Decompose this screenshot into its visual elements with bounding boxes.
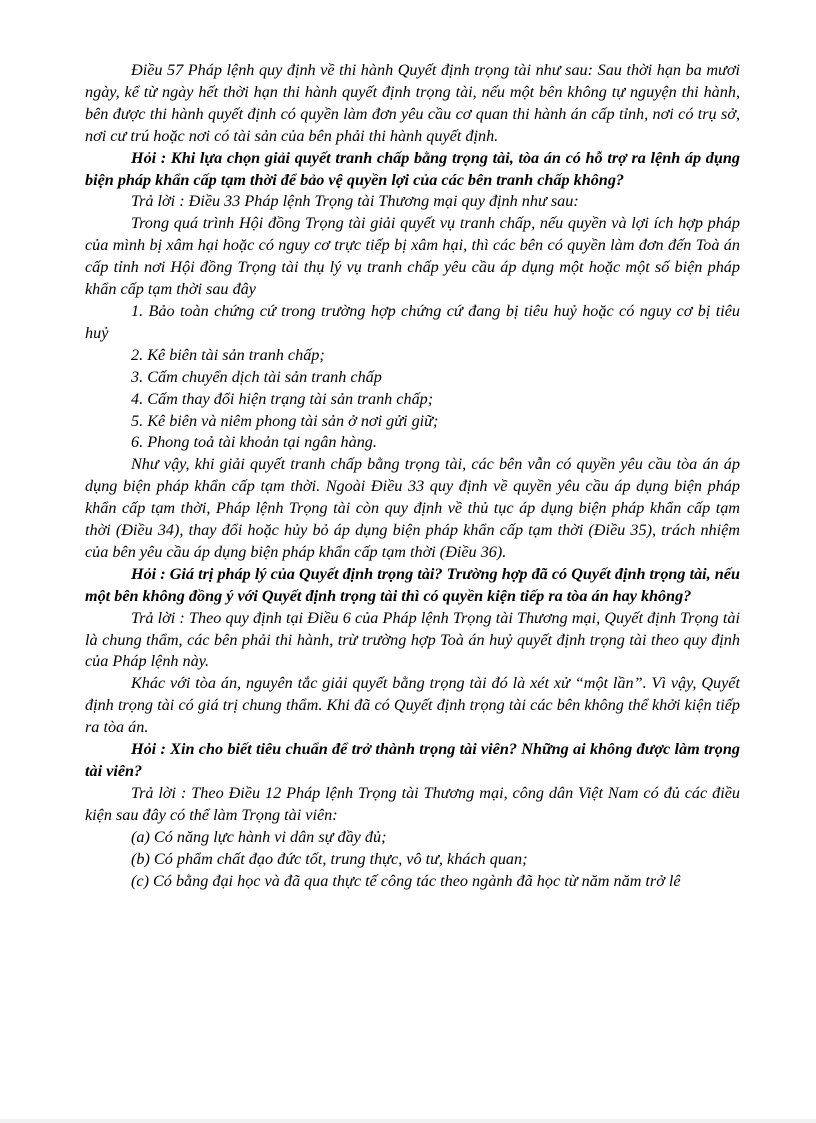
answer-article-33-intro: Trả lời : Điều 33 Pháp lệnh Trọng tài Thương mại quy định như sau: (131, 192, 579, 211)
criteria-item-c: (c) Có bằng đại học và đã qua thực tế công tác theo ngành đã học từ năm năm trở lê (131, 871, 681, 890)
list-item-2: 2. Kê biên tài sản tranh chấp; (131, 345, 325, 364)
list-item-4: 4. Cấm thay đổi hiện trạng tài sản tranh chấp; (131, 389, 434, 408)
paragraph-conclusion-interim: Như vậy, khi giải quyết tranh chấp bằng trọng tài, các bên vẫn có quyền yêu cầu tòa án áp dụng biện pháp khẩn cấp tạm thời. Ngoài Điều 33 quy định về quyền yêu cầu áp dụng biện pháp khẩn cấp tạm thời, Pháp lệnh Trọng tài còn quy định về thủ tục áp dụng biện pháp khẩn cấp tạm thời (Điều 34), thay đổi hoặc hủy bỏ áp dụng biện pháp khẩn cấp tạm thời (Điều 35), trách nhiệm của bên yêu cầu áp dụng biện pháp khẩn cấp tạm thời (Điều 36). (85, 455, 740, 561)
page-bottom-edge (0, 1119, 816, 1123)
question-interim-measures: Hỏi : Khi lựa chọn giải quyết tranh chấp bằng trọng tài, tòa án có hỗ trợ ra lệnh áp dụng biện pháp khẩn cấp tạm thời để bảo vệ quyền lợi của các bên tranh chấp không? (85, 148, 740, 189)
paragraph-article-57: Điều 57 Pháp lệnh quy định về thi hành Quyết định trọng tài như sau: Sau thời hạn ba mươi ngày, kể từ ngày hết thời hạn thi hành quyết định trọng tài, nếu một bên không tự nguyện thi hành, bên được thi hành quyết định có quyền làm đơn yêu cầu cơ quan thi hành án cấp tỉnh, nơi có trụ sở, nơi cư trú hoặc nơi có tài sản của bên phải thi hành quyết định. (85, 61, 740, 145)
list-item-5: 5. Kê biên và niêm phong tài sản ở nơi gửi giữ; (131, 411, 439, 430)
answer-article-12: Trả lời : Theo Điều 12 Pháp lệnh Trọng tài Thương mại, công dân Việt Nam có đủ các điều kiện sau đây có thể làm Trọng tài viên: (85, 783, 740, 824)
paragraph-one-time-trial: Khác với tòa án, nguyên tắc giải quyết bằng trọng tài đó là xét xử “một lần”. Vì vậy, Quyết định trọng tài có giá trị chung thẩm. Khi đã có Quyết định trọng tài các bên không thể khởi kiện tiếp ra tòa án. (85, 674, 740, 737)
question-arbitrator-criteria: Hỏi : Xin cho biết tiêu chuẩn để trở thành trọng tài viên? Những ai không được làm trọng tài viên? (85, 740, 740, 780)
document-page (85, 60, 740, 892)
criteria-item-a: (a) Có năng lực hành vi dân sự đầy đủ; (131, 827, 387, 846)
list-item-6: 6. Phong toả tài khoản tại ngân hàng. (131, 433, 377, 452)
list-item-3: 3. Cấm chuyển dịch tài sản tranh chấp (131, 367, 382, 386)
list-item-1: 1. Bảo toàn chứng cứ trong trường hợp chứng cứ đang bị tiêu huỷ hoặc có nguy cơ bị tiêu huỷ (85, 301, 740, 342)
criteria-item-b: (b) Có phẩm chất đạo đức tốt, trung thực, vô tư, khách quan; (131, 849, 528, 868)
answer-article-6: Trả lời : Theo quy định tại Điều 6 của Pháp lệnh Trọng tài Thương mại, Quyết định Trọng tài là chung thẩm, các bên phải thi hành, trừ trường hợp Toà án huỷ quyết định trọng tài theo quy định của Pháp lệnh này. (85, 608, 740, 671)
paragraph-article-33-body: Trong quá trình Hội đồng Trọng tài giải quyết vụ tranh chấp, nếu quyền và lợi ích hợp pháp của mình bị xâm hại hoặc có nguy cơ trực tiếp bị xâm hại, thì các bên có quyền làm đơn đến Toà án cấp tỉnh nơi Hội đồng Trọng tài thụ lý vụ tranh chấp yêu cầu áp dụng một hoặc một số biện pháp khẩn cấp tạm thời sau đây (85, 214, 740, 299)
question-legal-value: Hỏi : Giá trị pháp lý của Quyết định trọng tài? Trường hợp đã có Quyết định trọng tài, nếu một bên không đồng ý với Quyết định trọng tài thì có quyền kiện tiếp ra tòa án hay không? (85, 564, 740, 605)
